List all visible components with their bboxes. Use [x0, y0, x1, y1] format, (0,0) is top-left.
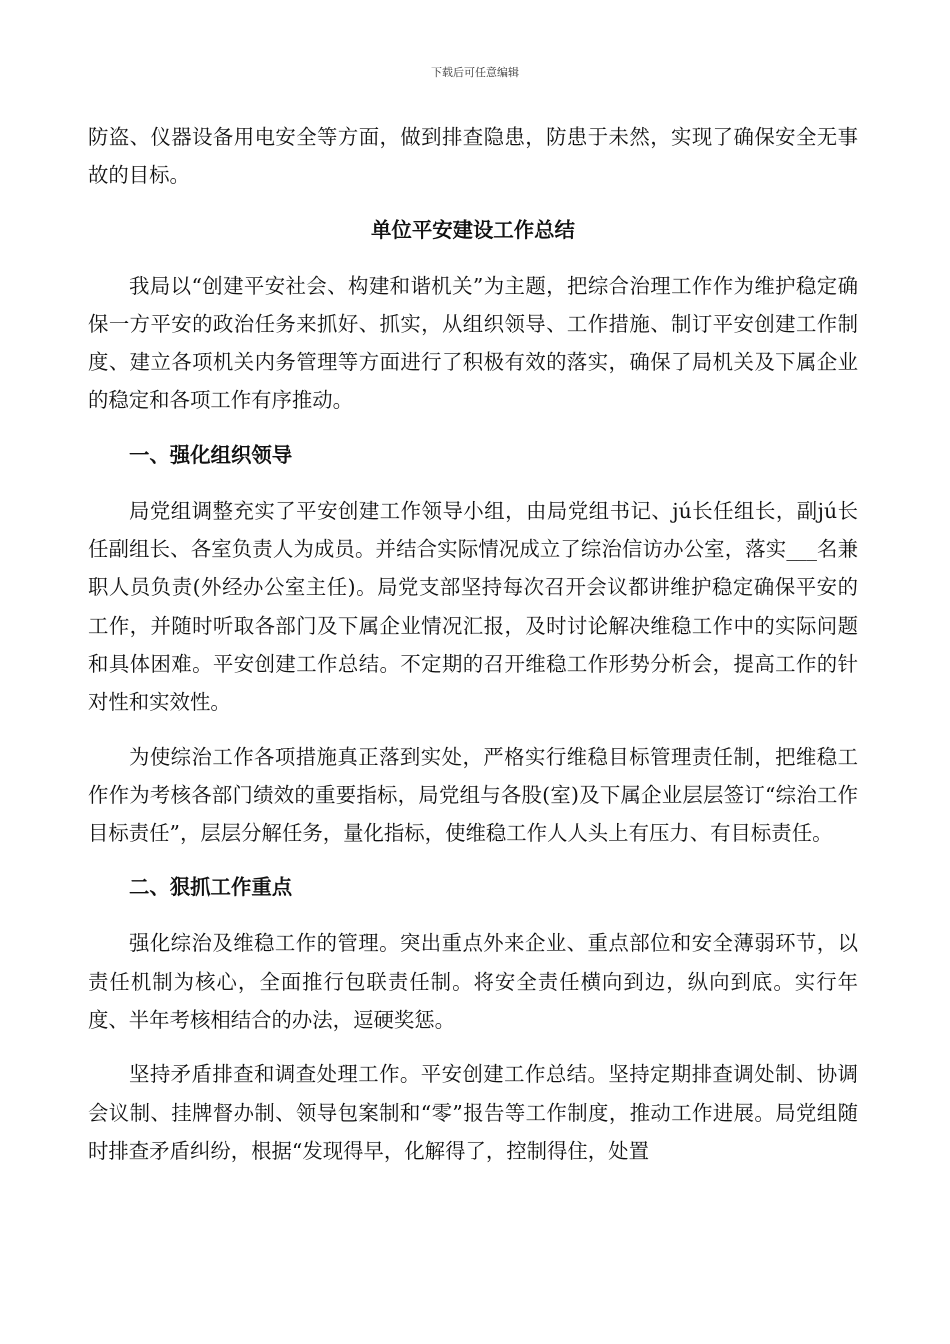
section2-paragraph-1: 强化综治及维稳工作的管理。突出重点外来企业、重点部位和安全薄弱环节，以责任机制为核心，全面推行包联责任制。将安全责任横向到边，纵向到底。实行年度、半年考核相结合的办法，逗硬奖惩。 — [88, 931, 858, 1033]
section2-paragraph-2: 坚持矛盾排查和调查处理工作。平安创建工作总结。坚持定期排查调处制、协调会议制、挂牌督办制、领导包案制和“零”报告等工作制度，推动工作进展。局党组随时排查矛盾纠纷，根据“发现得早，化解得了，控制得住，处置 — [88, 1062, 858, 1163]
opening-paragraph: 我局以“创建平安社会、构建和谐机关”为主题，把综合治理工作作为维护稳定确保一方平安的政治任务来抓好、抓实，从组织领导、工作措施、制订平安创建工作制度、建立各项机关内务管理等方面进行了积极有效的落实，确保了局机关及下属企业的稳定和各项工作有序推动。 — [88, 273, 858, 413]
section1-paragraph-1: 局党组调整充实了平安创建工作领导小组，由局党组书记、jú长任组长，副jú长任副组长、各室负责人为成员。并结合实际情况成立了综治信访办公室，落实___名兼职人员负责(外经办公室主任)。局党支部坚持每次召开会议都讲维护稳定确保平安的工作，并随时听取各部门及下属企业情况汇报，及时讨论解决维稳工作中的实际问题和具体困难。平安创建工作总结。不定期的召开维稳工作形势分析会，提高工作的针对性和实效性。 — [88, 498, 858, 715]
section-heading-1: 一、强化组织领导 — [129, 442, 293, 467]
document-title: 单位平安建设工作总结 — [371, 217, 575, 242]
section1-paragraph-2: 为使综治工作各项措施真正落到实处，严格实行维稳目标管理责任制，把维稳工作作为考核各部门绩效的重要指标，局党组与各股(室)及下属企业层层签订“综治工作目标责任”，层层分解任务，量化指标，使维稳工作人人头上有压力、有目标责任。 — [88, 744, 858, 846]
section-heading-2: 二、狠抓工作重点 — [129, 875, 293, 900]
intro-paragraph: 防盗、仪器设备用电安全等方面，做到排查隐患，防患于未然，实现了确保安全无事故的目标。 — [88, 125, 858, 188]
document-body — [88, 118, 858, 1186]
page-header-note: 下载后可任意编辑 — [431, 66, 519, 79]
